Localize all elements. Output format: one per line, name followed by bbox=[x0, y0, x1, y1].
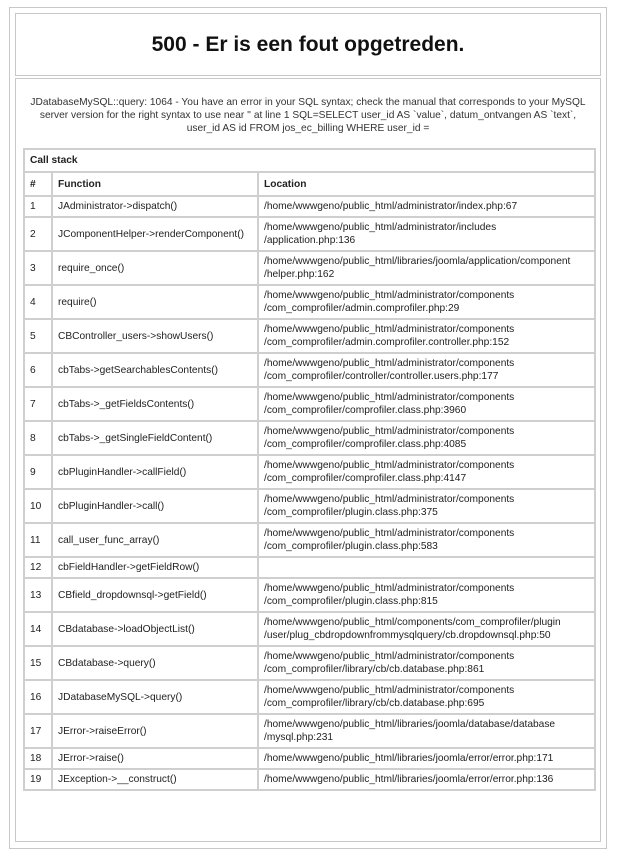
location-line: /home/wwwgeno/public_html/administrator/includes bbox=[264, 222, 497, 233]
table-row bbox=[24, 421, 595, 455]
row-location bbox=[258, 769, 595, 790]
row-function: JAdministrator->dispatch() bbox=[52, 196, 258, 217]
location-line: /com_comprofiler/comprofiler.class.php:3960 bbox=[264, 405, 467, 416]
location-line: /com_comprofiler/plugin.class.php:583 bbox=[264, 541, 438, 552]
row-location bbox=[258, 578, 595, 612]
table-row bbox=[24, 612, 595, 646]
location-line: /home/wwwgeno/public_html/administrator/components bbox=[264, 460, 515, 471]
title-box bbox=[15, 13, 601, 76]
row-function: JComponentHelper->renderComponent() bbox=[52, 217, 258, 251]
row-function: call_user_func_array() bbox=[52, 523, 258, 557]
row-location bbox=[258, 557, 595, 578]
row-number: 2 bbox=[24, 217, 52, 251]
row-number: 3 bbox=[24, 251, 52, 285]
call-stack-table bbox=[23, 148, 596, 791]
location-line: /home/wwwgeno/public_html/administrator/components bbox=[264, 583, 515, 594]
error-body bbox=[15, 78, 601, 842]
row-location bbox=[258, 387, 595, 421]
location-line: /home/wwwgeno/public_html/administrator/components bbox=[264, 392, 515, 403]
row-location bbox=[258, 646, 595, 680]
row-function: CBdatabase->loadObjectList() bbox=[52, 612, 258, 646]
location-line: /com_comprofiler/admin.comprofiler.php:29 bbox=[264, 303, 460, 314]
row-function: CBdatabase->query() bbox=[52, 646, 258, 680]
row-number: 14 bbox=[24, 612, 52, 646]
row-function: require() bbox=[52, 285, 258, 319]
table-row bbox=[24, 578, 595, 612]
location-line: /home/wwwgeno/public_html/libraries/joomla/error/error.php:171 bbox=[264, 753, 554, 764]
location-line: /home/wwwgeno/public_html/administrator/index.php:67 bbox=[264, 201, 518, 212]
row-location bbox=[258, 217, 595, 251]
row-number: 19 bbox=[24, 769, 52, 790]
location-line: /home/wwwgeno/public_html/administrator/components bbox=[264, 494, 515, 505]
table-row bbox=[24, 557, 595, 578]
column-header-function: Function bbox=[52, 172, 258, 196]
row-number: 10 bbox=[24, 489, 52, 523]
error-page-frame bbox=[9, 7, 607, 849]
page-title: 500 - Er is een fout opgetreden. bbox=[151, 32, 465, 56]
location-line: /home/wwwgeno/public_html/administrator/components bbox=[264, 426, 515, 437]
row-number: 12 bbox=[24, 557, 52, 578]
row-number: 18 bbox=[24, 748, 52, 769]
table-row bbox=[24, 319, 595, 353]
row-function: CBController_users->showUsers() bbox=[52, 319, 258, 353]
row-number: 7 bbox=[24, 387, 52, 421]
location-line: /com_comprofiler/library/cb/cb.database.php:861 bbox=[264, 664, 485, 675]
location-line: /application.php:136 bbox=[264, 235, 356, 246]
location-line: /user/plug_cbdropdownfrommysqlquery/cb.dropdownsql.php:50 bbox=[264, 630, 551, 641]
error-message: JDatabaseMySQL::query: 1064 - You have an error in your SQL syntax; check the manual that corresponds to your MySQL server version for the right syntax to use near '' at line 1 SQL=SELECT user_id AS `value`, datum_ontvangen AS `text`, user_id AS id FROM jos_ec_billing WHERE user_id = bbox=[30, 97, 586, 134]
call-stack-caption: Call stack bbox=[24, 149, 595, 172]
row-function: cbTabs->_getSingleFieldContent() bbox=[52, 421, 258, 455]
row-function: cbFieldHandler->getFieldRow() bbox=[52, 557, 258, 578]
row-number: 15 bbox=[24, 646, 52, 680]
row-location bbox=[258, 680, 595, 714]
row-location bbox=[258, 196, 595, 217]
location-line: /home/wwwgeno/public_html/administrator/components bbox=[264, 528, 515, 539]
row-number: 17 bbox=[24, 714, 52, 748]
row-function: JException->__construct() bbox=[52, 769, 258, 790]
table-row bbox=[24, 353, 595, 387]
location-line: /home/wwwgeno/public_html/administrator/components bbox=[264, 358, 515, 369]
row-number: 5 bbox=[24, 319, 52, 353]
table-row bbox=[24, 489, 595, 523]
location-line: /com_comprofiler/plugin.class.php:375 bbox=[264, 507, 438, 518]
table-row bbox=[24, 285, 595, 319]
row-number: 1 bbox=[24, 196, 52, 217]
row-location bbox=[258, 489, 595, 523]
row-location bbox=[258, 455, 595, 489]
location-line: /home/wwwgeno/public_html/components/com_comprofiler/plugin bbox=[264, 617, 561, 628]
location-line: /com_comprofiler/comprofiler.class.php:4085 bbox=[264, 439, 467, 450]
location-line: /mysql.php:231 bbox=[264, 732, 334, 743]
row-number: 9 bbox=[24, 455, 52, 489]
row-number: 16 bbox=[24, 680, 52, 714]
row-function: require_once() bbox=[52, 251, 258, 285]
table-row bbox=[24, 646, 595, 680]
location-line: /com_comprofiler/admin.comprofiler.controller.php:152 bbox=[264, 337, 510, 348]
location-line: /com_comprofiler/plugin.class.php:815 bbox=[264, 596, 438, 607]
location-line: /home/wwwgeno/public_html/administrator/components bbox=[264, 651, 515, 662]
column-header-number: # bbox=[24, 172, 52, 196]
row-function: CBfield_dropdownsql->getField() bbox=[52, 578, 258, 612]
location-line: /home/wwwgeno/public_html/libraries/joomla/database/database bbox=[264, 719, 556, 730]
table-row bbox=[24, 455, 595, 489]
row-location bbox=[258, 353, 595, 387]
table-row bbox=[24, 251, 595, 285]
location-line: /home/wwwgeno/public_html/libraries/joomla/error/error.php:136 bbox=[264, 774, 554, 785]
row-function: JError->raiseError() bbox=[52, 714, 258, 748]
table-row bbox=[24, 217, 595, 251]
location-line: /com_comprofiler/controller/controller.users.php:177 bbox=[264, 371, 499, 382]
location-line: /com_comprofiler/comprofiler.class.php:4147 bbox=[264, 473, 467, 484]
location-line: /home/wwwgeno/public_html/administrator/components bbox=[264, 685, 515, 696]
call-stack-rows bbox=[24, 196, 595, 790]
table-row bbox=[24, 523, 595, 557]
row-location bbox=[258, 421, 595, 455]
row-number: 13 bbox=[24, 578, 52, 612]
location-line: /home/wwwgeno/public_html/administrator/components bbox=[264, 324, 515, 335]
row-function: JDatabaseMySQL->query() bbox=[52, 680, 258, 714]
row-function: cbTabs->_getFieldsContents() bbox=[52, 387, 258, 421]
row-number: 11 bbox=[24, 523, 52, 557]
row-function: cbPluginHandler->call() bbox=[52, 489, 258, 523]
location-line: /com_comprofiler/library/cb/cb.database.php:695 bbox=[264, 698, 485, 709]
row-function: cbPluginHandler->callField() bbox=[52, 455, 258, 489]
row-location bbox=[258, 612, 595, 646]
row-location bbox=[258, 319, 595, 353]
table-row bbox=[24, 387, 595, 421]
location-line: /helper.php:162 bbox=[264, 269, 335, 280]
row-location bbox=[258, 523, 595, 557]
table-row bbox=[24, 769, 595, 790]
table-row bbox=[24, 680, 595, 714]
row-function: JError->raise() bbox=[52, 748, 258, 769]
location-line: /home/wwwgeno/public_html/administrator/components bbox=[264, 290, 515, 301]
row-location bbox=[258, 251, 595, 285]
row-number: 6 bbox=[24, 353, 52, 387]
table-row bbox=[24, 748, 595, 769]
location-line: /home/wwwgeno/public_html/libraries/joomla/application/component bbox=[264, 256, 571, 267]
table-row bbox=[24, 196, 595, 217]
table-row bbox=[24, 714, 595, 748]
row-number: 4 bbox=[24, 285, 52, 319]
row-function: cbTabs->getSearchablesContents() bbox=[52, 353, 258, 387]
row-location bbox=[258, 714, 595, 748]
row-location bbox=[258, 285, 595, 319]
column-header-location: Location bbox=[258, 172, 595, 196]
row-number: 8 bbox=[24, 421, 52, 455]
row-location bbox=[258, 748, 595, 769]
